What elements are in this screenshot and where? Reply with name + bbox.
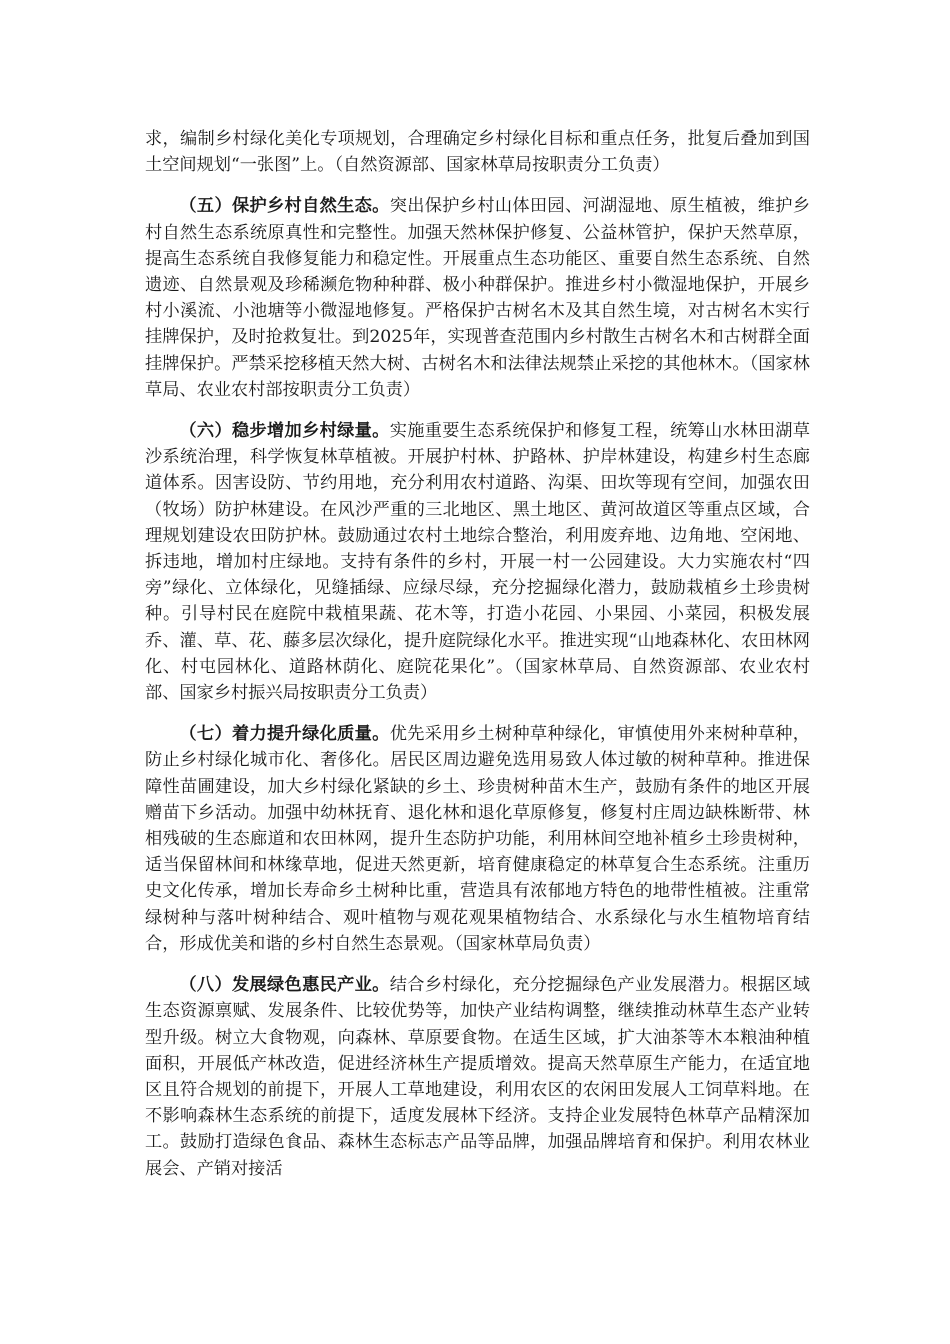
section-6-paragraph bbox=[145, 418, 810, 706]
section-8-body: 结合乡村绿化，充分挖掘绿色产业发展潜力。根据区域生态资源禀赋、发展条件、比较优势等，加快产业结构调整，继续推动林草生态产业转型升级。树立大食物观，向森林、草原要食物。在适生区域，扩大油茶等木本粮油种植面积，开展低产林改造，促进经济林生产提质增效。提高天然草原生产能力，在适宜地区且符合规划的前提下，开展人工草地建设，利用农区的农闲田发展人工饲草料地。在不影响森林生态系统的前提下，适度发展林下经济。支持企业发展特色林草产品精深加工。鼓励打造绿色食品、森林生态标志产品等品牌，加强品牌培育和保护。利用农林业展会、产销对接活 bbox=[145, 975, 810, 1179]
document-page bbox=[145, 126, 810, 1182]
section-5-paragraph bbox=[145, 193, 810, 403]
section-8-paragraph bbox=[145, 972, 810, 1182]
section-5-body: 突出保护乡村山体田园、河湖湿地、原生植被，维护乡村自然生态系统原真性和完整性。加强天然林保护修复、公益林管护，保护天然草原，提高生态系统自我修复能力和稳定性。开展重点生态功能区、重要自然生态系统、自然遗迹、自然景观及珍稀濒危物种种群、极小种群保护。推进乡村小微湿地保护，开展乡村小溪流、小池塘等小微湿地修复。严格保护古树名木及其自然生境，对古树名木实行挂牌保护，及时抢救复壮。到2025年，实现普查范围内乡村散生古树名木和古树群全面挂牌保护。严禁采挖移植天然大树、古树名木和法律法规禁止采挖的其他林木。（国家林草局、农业农村部按职责分工负责） bbox=[145, 196, 810, 400]
section-7-body: 优先采用乡土树种草种绿化，审慎使用外来树种草种，防止乡村绿化城市化、奢侈化。居民区周边避免选用易致人体过敏的树种草种。推进保障性苗圃建设，加大乡村绿化紧缺的乡土、珍贵树种苗木生产，鼓励有条件的地区开展赠苗下乡活动。加强中幼林抚育、退化林和退化草原修复，修复村庄周边缺株断带、林相残破的生态廊道和农田林网，提升生态防护功能，利用林间空地补植乡土珍贵树种，适当保留林间和林缘草地，促进天然更新，培育健康稳定的林草复合生态系统。注重历史文化传承，增加长寿命乡土树种比重，营造具有浓郁地方特色的地带性植被。注重常绿树种与落叶树种结合、观叶植物与观花观果植物结合、水系绿化与水生植物培育结合，形成优美和谐的乡村自然生态景观。（国家林草局负责） bbox=[145, 724, 810, 954]
paragraph-body: 求，编制乡村绿化美化专项规划，合理确定乡村绿化目标和重点任务，批复后叠加到国土空间规划“一张图”上。（自然资源部、国家林草局按职责分工负责） bbox=[145, 129, 810, 176]
section-7-paragraph bbox=[145, 721, 810, 957]
section-6-heading: （六）稳步增加乡村绿量。 bbox=[179, 421, 390, 442]
section-6-body: 实施重要生态系统保护和修复工程，统筹山水林田湖草沙系统治理，科学恢复林草植被。开展护村林、护路林、护岸林建设，构建乡村生态廊道体系。因害设防、节约用地，充分利用农村道路、沟渠、田坎等现有空间，加强农田（牧场）防护林建设。在风沙严重的三北地区、黑土地区、黄河故道区等重点区域，合理规划建设农田防护林。鼓励通过农村土地综合整治，利用废弃地、边角地、空闲地、拆违地，增加村庄绿地。支持有条件的乡村，开展一村一公园建设。大力实施农村“四旁”绿化、立体绿化，见缝插绿、应绿尽绿，充分挖掘绿化潜力，鼓励栽植乡土珍贵树种。引导村民在庭院中栽植果蔬、花木等，打造小花园、小果园、小菜园，积极发展乔、灌、草、花、藤多层次绿化，提升庭院绿化水平。推进实现“山地森林化、农田林网化、村屯园林化、道路林荫化、庭院花果化”。（国家林草局、自然资源部、农业农村部、国家乡村振兴局按职责分工负责） bbox=[145, 421, 810, 704]
paragraph-continuation bbox=[145, 126, 810, 178]
section-7-heading: （七）着力提升绿化质量。 bbox=[179, 724, 390, 745]
section-8-heading: （八）发展绿色惠民产业。 bbox=[179, 975, 390, 996]
section-5-heading: （五）保护乡村自然生态。 bbox=[179, 196, 390, 217]
